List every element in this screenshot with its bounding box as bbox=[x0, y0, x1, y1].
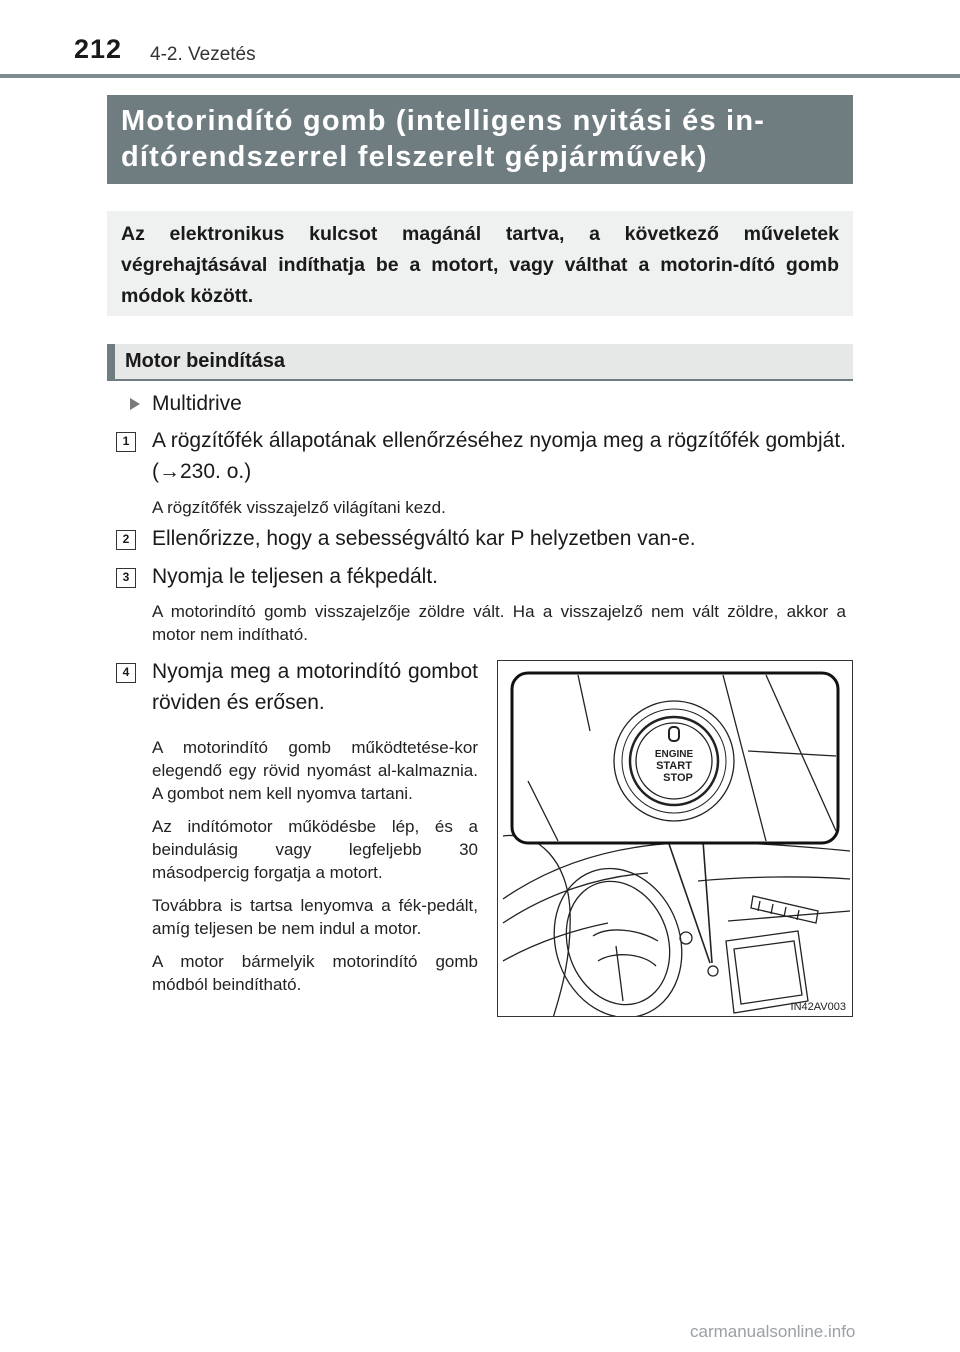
step-text-1 bbox=[152, 425, 846, 487]
step-note-4-b: Az indítómotor működésbe lép, és a beindulásig vagy legfeljebb 30 másodpercig forgatja a motort. bbox=[152, 817, 478, 882]
step-text-1-after: 230. o.) bbox=[180, 460, 252, 483]
step-note-3: A motorindító gomb visszajelzője zöldre vált. Ha a visszajelző nem vált zöldre, akkor a motor nem indítható. bbox=[152, 602, 846, 644]
step-number-3: 3 bbox=[116, 568, 136, 588]
step-note-4-a: A motorindító gomb működtetése-kor elegendő egy rövid nyomást al-kalmaznia. A gombot nem kell nyomva tartani. bbox=[152, 738, 478, 803]
bullet-label: Multidrive bbox=[152, 392, 242, 415]
sub-heading bbox=[107, 344, 853, 381]
button-label-start: START bbox=[656, 760, 692, 772]
dashboard-drawing bbox=[498, 661, 853, 1017]
section-label: 4-2. Vezetés bbox=[150, 44, 256, 65]
intro-text: Az elektronikus kulcsot magánál tartva, a következő műveletek végrehajtásával indíthatja be a motort, vagy válthat a motorin-dító gomb módok között. bbox=[121, 223, 839, 307]
step-number-4: 4 bbox=[116, 663, 136, 683]
button-label-engine: ENGINE bbox=[654, 749, 694, 760]
bullet-item bbox=[130, 392, 242, 416]
title-line-1: Motorindító gomb (intelligens nyitási és in- bbox=[121, 105, 766, 137]
step-number-1: 1 bbox=[116, 432, 136, 452]
title-line-2: dítórendszerrel felszerelt gépjárművek) bbox=[121, 141, 708, 173]
button-label-stop: STOP bbox=[663, 772, 693, 784]
intro-box bbox=[107, 211, 853, 316]
step-number-2: 2 bbox=[116, 530, 136, 550]
step-text-1-before: A rögzítőfék állapotának ellenőrzéséhez nyomja meg a rögzítőfék gombját. ( bbox=[152, 429, 846, 483]
title-box bbox=[107, 95, 853, 184]
step-text-2: Ellenőrizze, hogy a sebességváltó kar P helyzetben van-e. bbox=[152, 527, 696, 550]
triangle-bullet-icon bbox=[130, 398, 140, 410]
arrow-right-icon: → bbox=[159, 460, 180, 483]
step-4-column bbox=[152, 656, 478, 996]
step-text-3: Nyomja le teljesen a fékpedált. bbox=[152, 565, 438, 588]
header-rule bbox=[0, 74, 960, 78]
step-note-4-d: A motor bármelyik motorindító gomb módból beindítható. bbox=[152, 952, 478, 994]
engine-start-illustration bbox=[497, 660, 853, 1017]
sub-heading-label: Motor beindítása bbox=[125, 350, 286, 372]
step-note-1: A rögzítőfék visszajelző világítani kezd. bbox=[152, 498, 446, 517]
page-number: 212 bbox=[74, 34, 123, 64]
step-note-4-c: Továbbra is tartsa lenyomva a fék-pedált, amíg teljesen be nem indul a motor. bbox=[152, 896, 478, 938]
illustration-code: IN42AV003 bbox=[790, 1001, 846, 1013]
step-text-4: Nyomja meg a motorindító gombot röviden és erősen. bbox=[152, 660, 478, 714]
watermark: carmanualsonline.info bbox=[690, 1322, 856, 1341]
